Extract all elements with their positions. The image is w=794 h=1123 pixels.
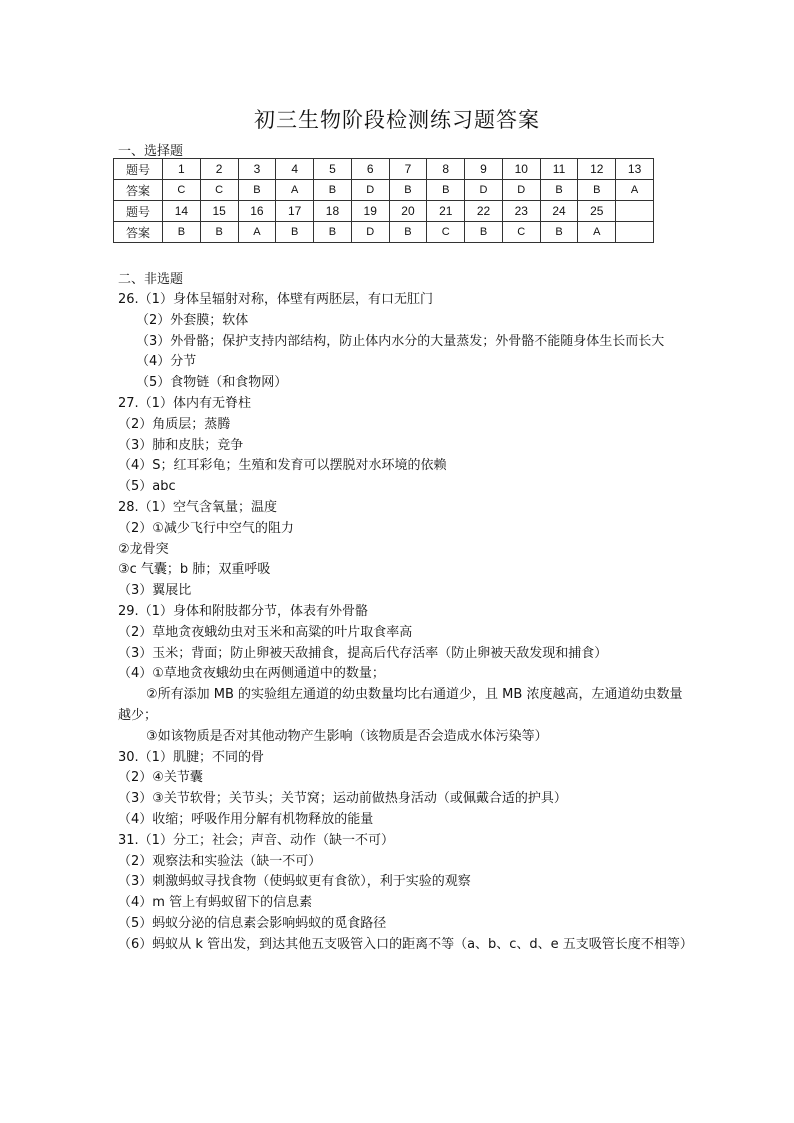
- answer-line: （2）外套膜；软体: [136, 312, 249, 328]
- answer-line: （2）观察法和实验法（缺一不可）: [118, 853, 322, 869]
- answer-cell: A: [238, 222, 276, 243]
- answer-line: （3）肺和皮肤；竞争: [118, 437, 244, 453]
- question-number-cell: 21: [427, 201, 465, 222]
- answer-cell: A: [276, 180, 314, 201]
- answer-cell: B: [465, 222, 503, 243]
- question-number-cell: 10: [502, 159, 540, 180]
- answer-line: （4）①草地贪夜蛾幼虫在两侧通道中的数量；: [118, 666, 385, 682]
- answer-cell: B: [200, 222, 238, 243]
- answer-line: （3）③关节软骨；关节头；关节窝；运动前做热身活动（或佩戴合适的护具）: [118, 791, 567, 807]
- answer-line: ③如该物质是否对其他动物产生影响（该物质是否会造成水体污染等）: [146, 728, 548, 744]
- section-heading-choice: 一、选择题: [118, 144, 184, 159]
- question-number-cell: 17: [276, 201, 314, 222]
- answer-cell: B: [389, 180, 427, 201]
- answer-line: 30.（1）肌腱；不同的骨: [118, 749, 264, 765]
- answer-cell: D: [351, 222, 389, 243]
- table-row: [114, 159, 654, 180]
- answer-cell: D: [465, 180, 503, 201]
- row-label: 题号: [114, 159, 163, 180]
- question-number-cell: 18: [314, 201, 352, 222]
- answer-line: （4）收缩；呼吸作用分解有机物释放的能量: [118, 811, 374, 827]
- table-row: [114, 201, 654, 222]
- question-number-cell: 13: [616, 159, 654, 180]
- answer-line: ②所有添加 MB 的实验组左通道的幼虫数量均比右通道少，且 MB 浓度越高，左通道幼虫数量越少；: [118, 687, 683, 723]
- question-number-cell: 24: [540, 201, 578, 222]
- question-number-cell: 11: [540, 159, 578, 180]
- answer-line: （3）玉米；背面；防止卵被天敌捕食，提高后代存活率（防止卵被天敌发现和捕食）: [118, 645, 608, 661]
- answer-cell: A: [578, 222, 616, 243]
- question-number-cell: 8: [427, 159, 465, 180]
- answer-cell: B: [238, 180, 276, 201]
- answer-cell: B: [163, 222, 201, 243]
- answer-line: （3）外骨骼；保护支持内部结构，防止体内水分的大量蒸发；外骨骼不能随身体生长而长大: [136, 333, 665, 349]
- question-number-cell: 1: [163, 159, 201, 180]
- question-number-cell: 7: [389, 159, 427, 180]
- question-number-cell: 15: [200, 201, 238, 222]
- answer-line: （4）S；红耳彩龟；生殖和发育可以摆脱对水环境的依赖: [118, 458, 447, 474]
- answer-cell: D: [502, 180, 540, 201]
- answer-line: （5）食物链（和食物网）: [136, 375, 288, 391]
- answer-line: 29.（1）身体和附肢都分节，体表有外骨骼: [118, 603, 368, 619]
- answer-cell: C: [427, 222, 465, 243]
- answer-line: （5）蚂蚁分泌的信息素会影响蚂蚁的觅食路径: [118, 915, 387, 931]
- question-number-cell: 22: [465, 201, 503, 222]
- answer-cell: A: [616, 180, 654, 201]
- answer-cell: B: [276, 222, 314, 243]
- question-number-cell: 14: [163, 201, 201, 222]
- answer-line: （4）m 管上有蚂蚁留下的信息素: [118, 895, 313, 911]
- question-number-cell: 23: [502, 201, 540, 222]
- question-number-cell: 12: [578, 159, 616, 180]
- answer-cell: C: [163, 180, 201, 201]
- row-label: 答案: [114, 222, 163, 243]
- question-number-cell: 4: [276, 159, 314, 180]
- question-number-cell: 19: [351, 201, 389, 222]
- question-number-cell: 9: [465, 159, 503, 180]
- answer-cell: C: [502, 222, 540, 243]
- question-number-cell: 2: [200, 159, 238, 180]
- question-number-cell: 20: [389, 201, 427, 222]
- answer-line: （3）翼展比: [118, 583, 192, 599]
- answer-cell: D: [351, 180, 389, 201]
- page-title: 初三生物阶段检测练习题答案: [254, 108, 540, 132]
- answer-line: （2）①减少飞行中空气的阻力: [118, 520, 294, 536]
- answer-cell: C: [200, 180, 238, 201]
- answer-cell: B: [427, 180, 465, 201]
- question-number-cell: 5: [314, 159, 352, 180]
- question-number-cell: 3: [238, 159, 276, 180]
- question-number-cell: 16: [238, 201, 276, 222]
- answer-line: ③c 气囊；b 肺；双重呼吸: [118, 562, 271, 578]
- section-heading-nonchoice: 二、非选题: [118, 272, 184, 287]
- answer-line: 28.（1）空气含氧量；温度: [118, 499, 277, 515]
- answer-cell: B: [389, 222, 427, 243]
- question-number-cell: 25: [578, 201, 616, 222]
- answer-line: 27.（1）体内有无脊柱: [118, 395, 251, 411]
- row-label: 答案: [114, 180, 163, 201]
- answer-table: [113, 158, 654, 243]
- answer-line: 26.（1）身体呈辐射对称，体壁有两胚层，有口无肛门: [118, 292, 433, 307]
- answer-line: （4）分节: [136, 354, 197, 370]
- table-row: [114, 180, 654, 201]
- answer-line: （2）草地贪夜蛾幼虫对玉米和高粱的叶片取食率高: [118, 624, 413, 640]
- answer-cell: B: [314, 180, 352, 201]
- answer-cell: B: [314, 222, 352, 243]
- answer-line: （3）刺激蚂蚁寻找食物（使蚂蚁更有食欲），利于实验的观察: [118, 874, 471, 890]
- answer-cell: B: [578, 180, 616, 201]
- answer-line: （2）角质层；蒸腾: [118, 416, 231, 432]
- answer-line: （6）蚂蚁从 k 管出发，到达其他五支吸管入口的距离不等（a、b、c、d、e 五支吸管长度不相等）: [118, 936, 693, 952]
- table-row: [114, 222, 654, 243]
- question-number-cell: [616, 201, 654, 222]
- answer-line: ②龙骨突: [118, 541, 169, 557]
- row-label: 题号: [114, 201, 163, 222]
- answer-cell: B: [540, 180, 578, 201]
- answers-body: [118, 290, 693, 956]
- question-number-cell: 6: [351, 159, 389, 180]
- answer-line: 31.（1）分工；社会；声音、动作（缺一不可）: [118, 832, 394, 848]
- answer-line: （2）④关节囊: [118, 770, 203, 786]
- answer-line: （5）abc: [118, 479, 176, 495]
- answer-cell: [616, 222, 654, 243]
- answer-cell: B: [540, 222, 578, 243]
